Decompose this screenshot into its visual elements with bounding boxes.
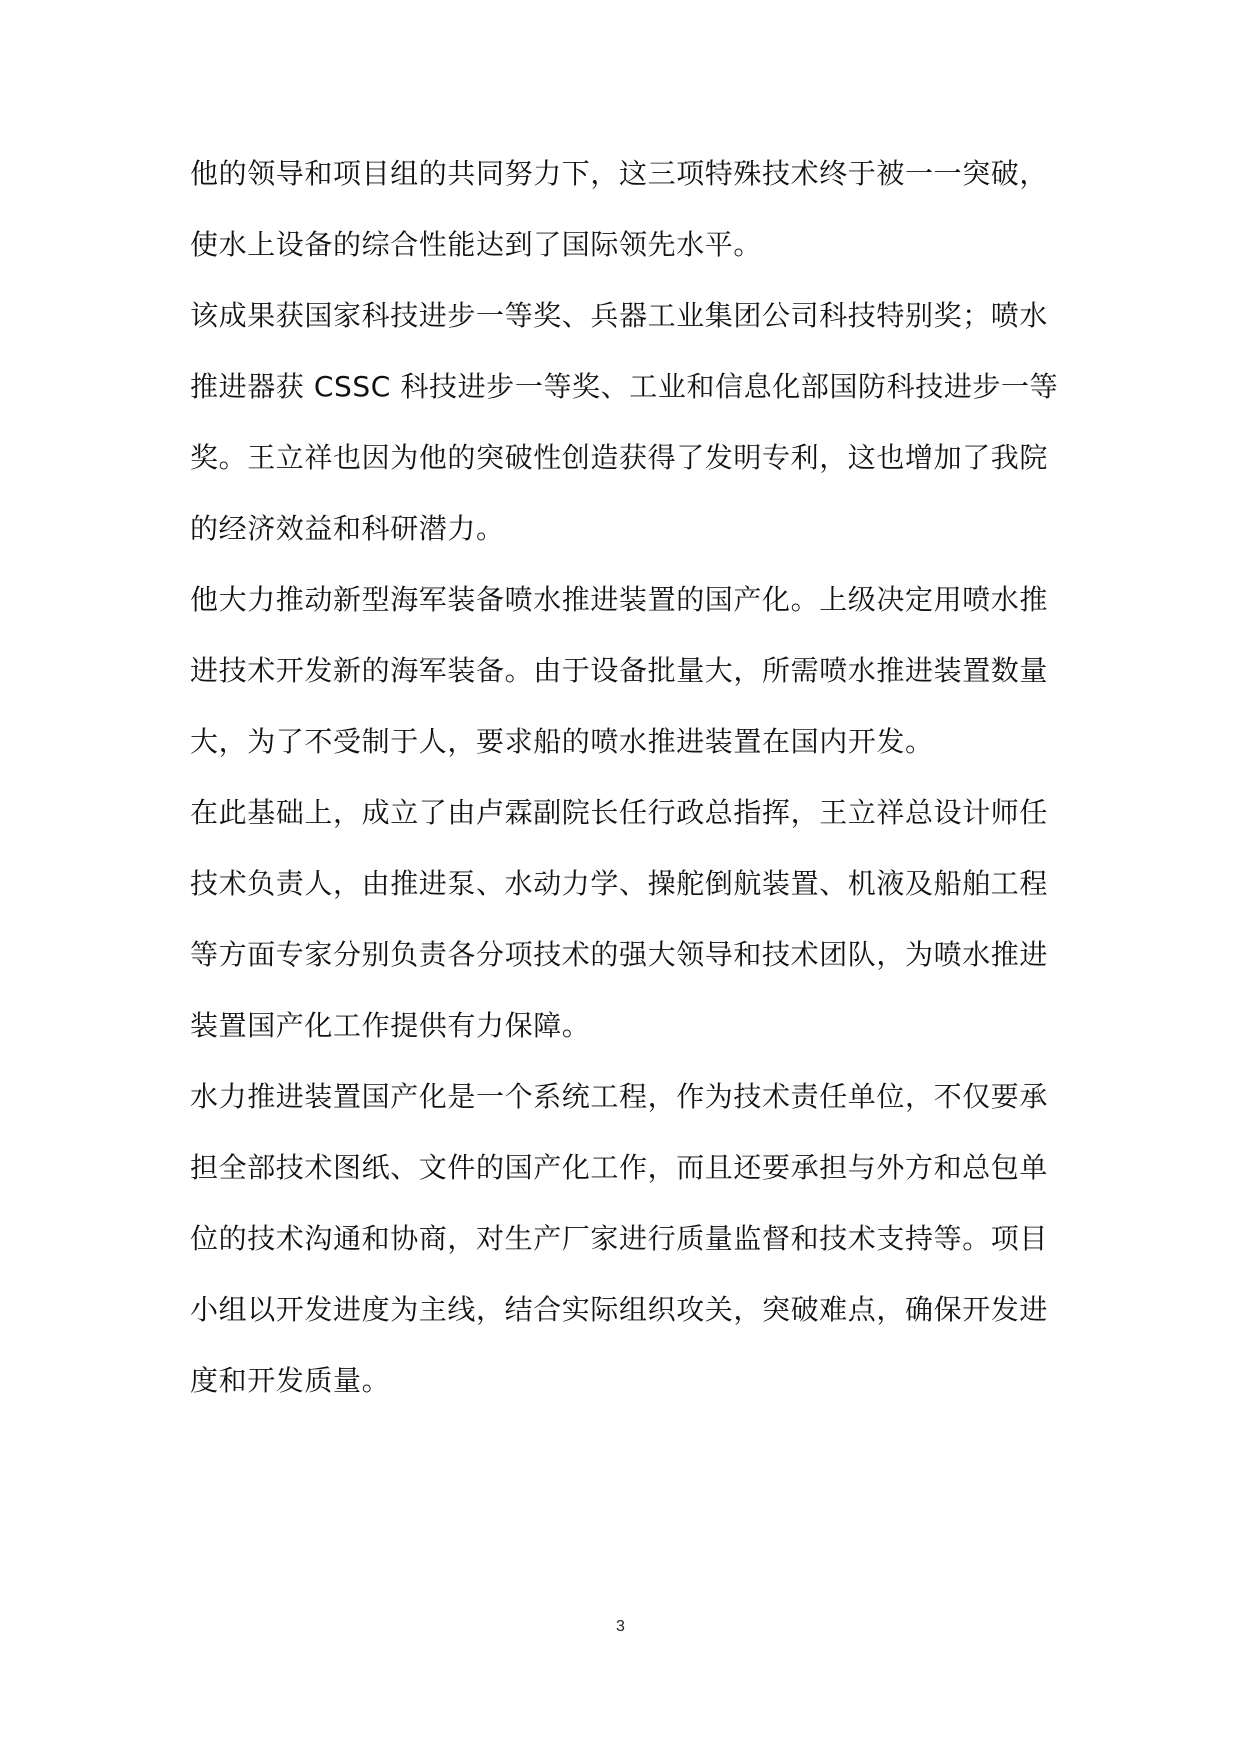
text-line-7: 他大力推动新型海军装备喷水推进装置的国产化。上级决定用喷水推 [190, 583, 1049, 616]
text-line-6: 的经济效益和科研潜力。 [190, 512, 505, 545]
text-line-18: 度和开发质量。 [190, 1364, 391, 1397]
text-line-4: 推进器获 CSSC 科技进步一等奖、工业和信息化部国防科技进步一等 [190, 370, 1059, 403]
body-text [190, 138, 1070, 1416]
text-line-9: 大，为了不受制于人，要求船的喷水推进装置在国内开发。 [190, 725, 934, 758]
text-line-2: 使水上设备的综合性能达到了国际领先水平。 [190, 228, 763, 261]
text-line-8: 进技术开发新的海军装备。由于设备批量大，所需喷水推进装置数量 [190, 654, 1049, 687]
text-line-17: 小组以开发进度为主线，结合实际组织攻关，突破难点，确保开发进 [190, 1293, 1049, 1326]
text-line-5: 奖。王立祥也因为他的突破性创造获得了发明专利，这也增加了我院 [190, 441, 1049, 474]
text-line-1: 他的领导和项目组的共同努力下，这三项特殊技术终于被一一突破， [190, 157, 1049, 190]
text-line-16: 位的技术沟通和协商，对生产厂家进行质量监督和技术支持等。项目 [190, 1222, 1049, 1255]
text-line-14: 水力推进装置国产化是一个系统工程，作为技术责任单位，不仅要承 [190, 1080, 1049, 1113]
text-line-11: 技术负责人，由推进泵、水动力学、操舵倒航装置、机液及船舶工程 [190, 867, 1049, 900]
text-line-10: 在此基础上，成立了由卢霖副院长任行政总指挥，王立祥总设计师任 [190, 796, 1049, 829]
text-line-15: 担全部技术图纸、文件的国产化工作，而且还要承担与外方和总包单 [190, 1151, 1049, 1184]
text-line-13: 装置国产化工作提供有力保障。 [190, 1009, 591, 1042]
page-number: 3 [616, 1618, 625, 1635]
text-line-3: 该成果获国家科技进步一等奖、兵器工业集团公司科技特别奖；喷水 [190, 299, 1049, 332]
text-line-12: 等方面专家分别负责各分项技术的强大领导和技术团队，为喷水推进 [190, 938, 1049, 971]
